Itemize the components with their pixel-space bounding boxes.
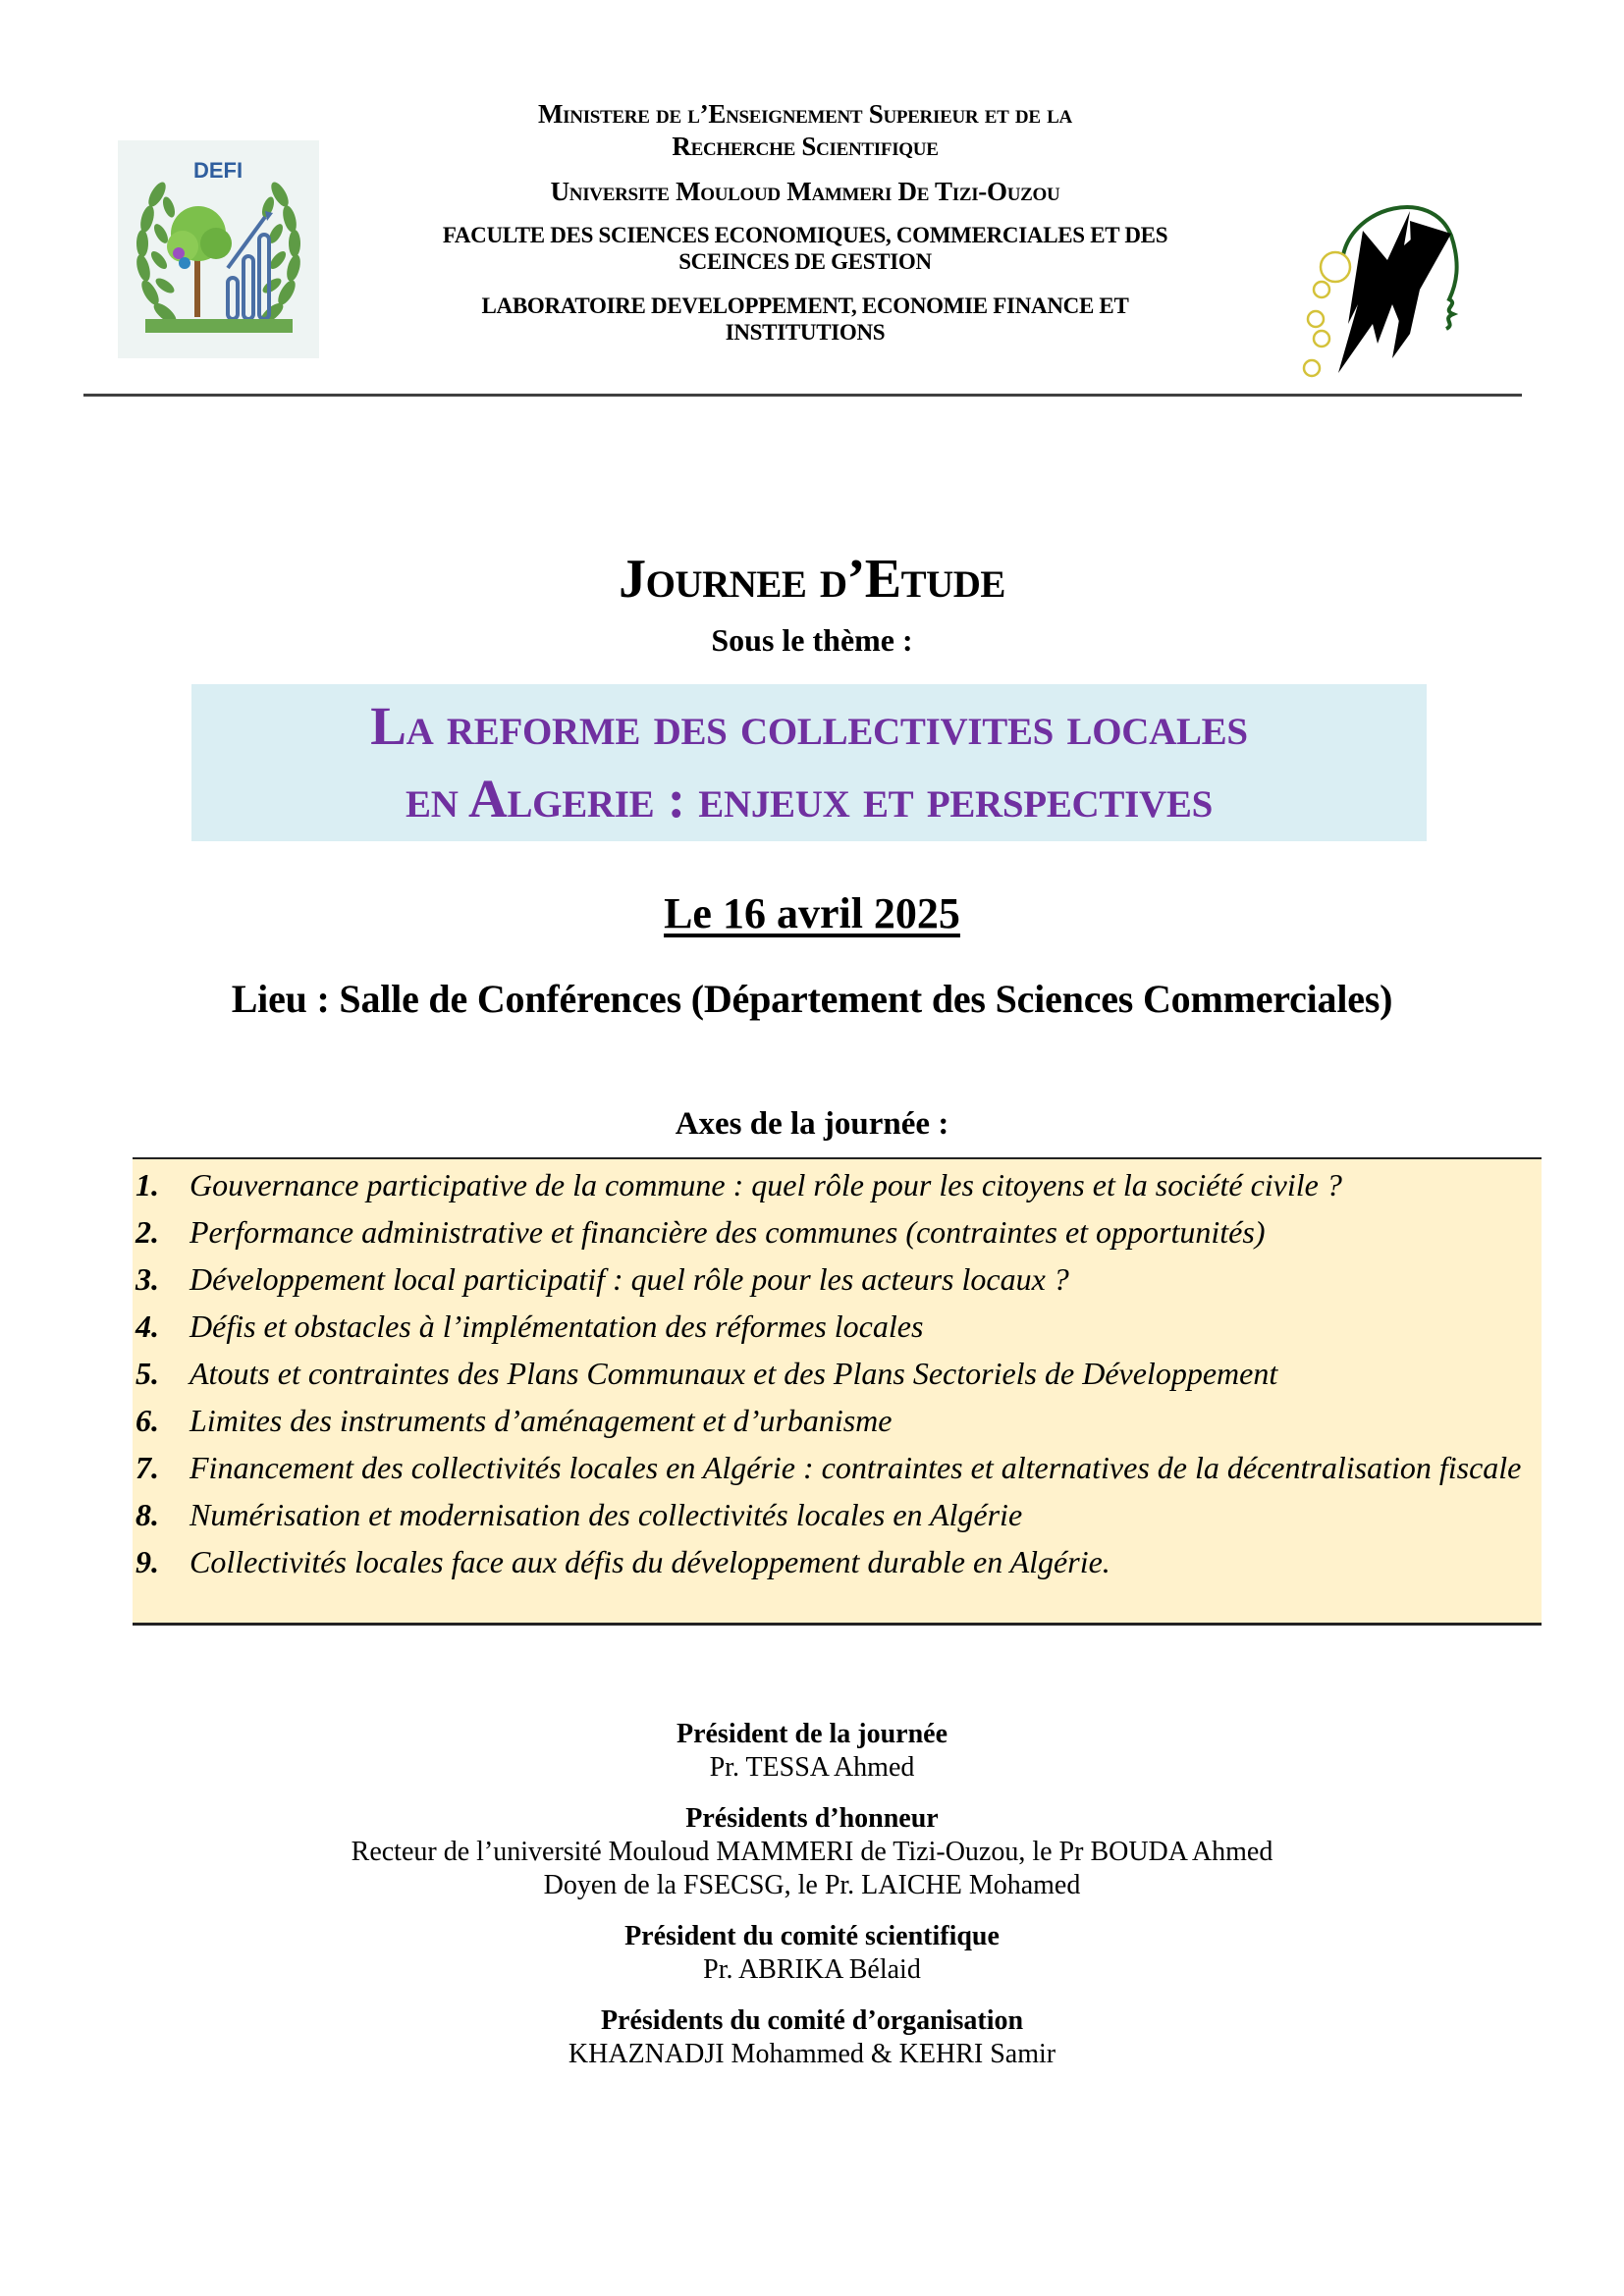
committee-member: KHAZNADJI Mohammed & KEHRI Samir [568, 2039, 1056, 2069]
event-location: Lieu : Salle de Conférences (Département des Sciences Commerciales) [231, 977, 1393, 1021]
axis-item [133, 1491, 1542, 1538]
axis-text: Financement des collectivités locales en Algérie : contraintes et alternatives de la décentralisation fiscale [189, 1450, 1522, 1485]
event-date [0, 886, 1624, 941]
header-divider [83, 394, 1522, 397]
committee-title: Présidents du comité d’organisation [600, 2005, 1024, 2036]
committee-group [0, 1920, 1624, 1987]
axis-item [133, 1161, 1542, 1208]
theme-title-line2: en Algerie : enjeux et perspectives [406, 769, 1213, 828]
axis-text: Numérisation et modernisation des collectivités locales en Algérie [189, 1497, 1023, 1532]
axis-item [133, 1255, 1542, 1303]
committee-member: Pr. TESSA Ahmed [709, 1752, 915, 1783]
theme-box [191, 684, 1427, 841]
axis-item [133, 1303, 1542, 1350]
axis-number: 2. [135, 1214, 159, 1250]
axis-number: 1. [135, 1167, 159, 1202]
axis-text: Défis et obstacles à l’implémentation des réformes locales [189, 1308, 924, 1344]
axis-number: 6. [135, 1403, 159, 1438]
laboratory-name [373, 293, 1237, 346]
ministry-name-line2: Recherche Scientifique [672, 132, 939, 161]
ummto-logo-icon [1294, 177, 1476, 378]
institution-header [373, 98, 1237, 346]
laboratory-name-line1: LABORATOIRE DEVELOPPEMENT, ECONOMIE FINANCE ET [481, 294, 1129, 318]
committee-group [0, 1802, 1624, 1902]
ministry-name-line1: Ministere de l’Enseignement Superieur et de la [538, 99, 1072, 129]
axis-text: Gouvernance participative de la commune : quel rôle pour les citoyens et la société civile ? [189, 1167, 1342, 1202]
axis-text: Limites des instruments d’aménagement et d’urbanisme [189, 1403, 893, 1438]
axis-number: 9. [135, 1544, 159, 1579]
axis-text: Performance administrative et financière des communes (contraintes et opportunités) [189, 1214, 1266, 1250]
ministry-name [373, 98, 1237, 163]
committee-member: Pr. ABRIKA Bélaid [703, 1954, 921, 1985]
committee-member: Recteur de l’université Mouloud MAMMERI de Tizi-Ouzou, le Pr BOUDA Ahmed [351, 1837, 1273, 1867]
laboratory-name-line2: INSTITUTIONS [725, 320, 886, 345]
axis-number: 3. [135, 1261, 159, 1297]
axis-number: 7. [135, 1450, 159, 1485]
event-type-title: Journee d’Etude [619, 549, 1005, 610]
university-name: Universite Mouloud Mammeri De Tizi-Ouzou [550, 177, 1060, 206]
axes-list [133, 1161, 1542, 1585]
faculty-name-line2: SCEINCES DE GESTION [678, 249, 932, 274]
axis-text: Collectivités locales face aux défis du développement durable en Algérie. [189, 1544, 1110, 1579]
theme-label: Sous le thème : [711, 622, 913, 658]
faculty-name-line1: FACULTE DES SCIENCES ECONOMIQUES, COMMERCIALES ET DES [442, 223, 1168, 247]
axis-item [133, 1538, 1542, 1585]
committee-group [0, 2004, 1624, 2071]
axis-item [133, 1208, 1542, 1255]
faculty-name [373, 222, 1237, 275]
axis-number: 8. [135, 1497, 159, 1532]
theme-title-line1: La reforme des collectivites locales [370, 696, 1248, 756]
defi-laboratory-logo [118, 140, 319, 358]
committee-title: Présidents d’honneur [685, 1803, 939, 1834]
committee-group [0, 1718, 1624, 1785]
event-date-text: Le 16 avril 2025 [664, 889, 960, 937]
axis-text: Atouts et contraintes des Plans Communaux et des Plans Sectoriels de Développement [189, 1356, 1278, 1391]
axis-item [133, 1444, 1542, 1491]
axis-number: 4. [135, 1308, 159, 1344]
committee-member: Doyen de la FSECSG, le Pr. LAICHE Mohamed [543, 1870, 1081, 1900]
defi-logo-text: DEFI [192, 158, 244, 183]
committees-section [0, 1718, 1624, 2089]
axis-item [133, 1350, 1542, 1397]
axis-number: 5. [135, 1356, 159, 1391]
ummto-university-logo [1294, 177, 1476, 378]
defi-logo-icon [118, 140, 319, 358]
axes-title: Axes de la journée : [675, 1106, 949, 1142]
axis-item [133, 1397, 1542, 1444]
axis-text: Développement local participatif : quel rôle pour les acteurs locaux ? [189, 1261, 1069, 1297]
committee-title: Président de la journée [676, 1719, 948, 1749]
committee-title: Président du comité scientifique [624, 1921, 1000, 1951]
axes-box [133, 1157, 1542, 1626]
